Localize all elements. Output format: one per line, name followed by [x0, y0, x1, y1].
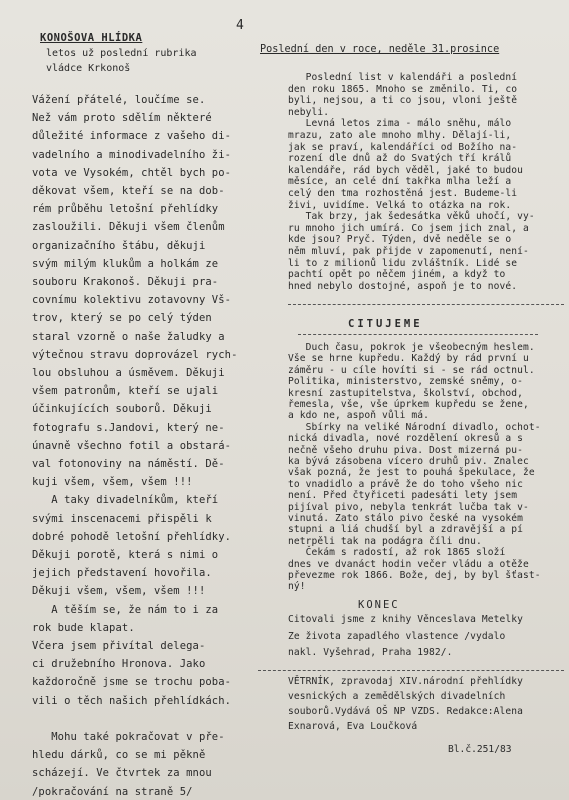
divider [298, 334, 538, 335]
text-line: každoročně jsme se trochu poba- [32, 676, 232, 689]
text-line: netrpěli tak na podágra číli dnu. [288, 535, 482, 547]
text-line: účinkujících souborů. Děkuji [32, 403, 212, 416]
text-line: ru mnoho jich umírá. Co jsem jich znal, a [288, 222, 529, 234]
text-line: to vnadidlo a právě že do toho všeho nic [288, 478, 524, 490]
text-line: Duch času, pokrok je všeobecným heslem. [288, 342, 535, 353]
text-line: Exnarová, Eva Loučková [288, 721, 418, 732]
column-title: KONOŠOVA HLÍDKA [40, 32, 143, 44]
text-line: řemesla, vše, vše úprkem kupředu se žene, [288, 399, 529, 410]
text-line: Čekám s radostí, až rok 1865 složí [288, 547, 506, 559]
text-line: a kdo ne, aspoň vůli má. [288, 410, 430, 422]
text-line: kresní zastupitelstva, školství, obchod, [288, 387, 524, 399]
text-line: nakl. Vyšehrad, Praha 1982/. [288, 647, 453, 658]
text-line: den roku 1865. Mnoho se změnilo. Ti, co [288, 83, 518, 95]
text-line: hned nebylo dostojné, aspoň je to nové. [288, 280, 518, 292]
text-line: staral vzorně o naše žaludky a [32, 330, 225, 343]
text-line: zasloužili. Děkuji všem členům [32, 221, 225, 234]
text-line: Vše se hrne kupředu. Každý by rád první u [288, 353, 529, 365]
page-number: 4 [236, 18, 244, 33]
text-line: únavně všechno fotil a obstará- [32, 439, 232, 452]
text-line: ka bývá zásobena vícero druhů piv. Znalec [288, 456, 529, 467]
text-line: Levná letos zima - málo sněhu, málo [288, 118, 512, 130]
text-line: dnes ve dvanáct hodin večer vládu a otěže [288, 558, 529, 570]
text-line: pijíval pivo, nebyla tenkrát lučba tak v- [288, 501, 529, 513]
text-line: výtečnou stravu doprovázel rych- [32, 348, 238, 361]
text-line: pachtí opět po něčem jiném, a když to [288, 269, 506, 281]
text-line: Politika, ministerstvo, zemské sněmy, o- [288, 376, 524, 388]
text-line: převezme rok 1866. Bože, dej, by byl šťast- [288, 570, 541, 581]
text-line: A taky divadelníkům, kteří [32, 494, 219, 507]
text-line: lou obsluhou a úsměvem. Děkuji [32, 367, 225, 379]
text-line: vinutá. Zato stálo pivo české na vysokém [288, 513, 524, 524]
text-line: nická divadla, nové rozdělení okresů a s [288, 433, 524, 445]
text-line: fotografu s.Jandovi, který ne- [32, 421, 225, 434]
text-line: Včera jsem přivítal delega- [32, 640, 206, 652]
text-line: li to z milionů lidu zvláštník. Lidé se [288, 257, 518, 269]
text-line: stupni a liá chudší byl a zdravější a pí [288, 524, 524, 536]
text-line: vadelního a minodivadelního ži- [32, 148, 232, 161]
text-line: Citovali jsme z knihy Věnceslava Metelky [288, 614, 524, 625]
text-line: organizačního štábu, děkuji [32, 239, 206, 252]
text-line: důležité informace z vašeho di- [32, 130, 232, 143]
text-line: kuji všem, všem, všem !!! [32, 476, 193, 489]
konec-label: KONEC [358, 599, 400, 611]
text-line: vota ve Vysokém, chtěl bych po- [32, 166, 232, 179]
text-line: Poslední list v kalendáři a poslední [288, 72, 518, 83]
text-line: souborů.Vydává OŠ NP VZDS. Redakce:Alena [288, 706, 524, 717]
text-line: nečně všeho druhu piva. Dost mizerná pu- [288, 444, 524, 456]
text-line: hledu dárků, co se mi pěkně [32, 749, 206, 762]
text-line: Ze života zapadlého vlastence /vydalo [288, 630, 506, 642]
text-line: nebyli. [288, 106, 330, 118]
text-line: kde jsou? Pryč. Týden, dvě neděle se o [288, 234, 512, 246]
text-line: scházejí. Ve čtvrtek za mnou [32, 767, 212, 780]
text-line: byli, nejsou, a ti co jsou, vloni ještě [288, 95, 518, 107]
text-line: Sbírky na veliké Národní divadlo, ochot- [288, 421, 541, 433]
text-line: val fotonoviny na náměstí. Dě- [32, 458, 225, 470]
text-line: děkovat všem, kteří se na dob- [32, 185, 225, 197]
text-line: však pozná, že jest to pouhá špekulace, že [288, 467, 535, 479]
text-line: vesnických a zemědělských divadelních [288, 691, 506, 702]
text-line: /pokračování na straně 5/ [32, 785, 193, 798]
text-line: měsíce, an celé dní takřka mlha leží a [288, 176, 512, 188]
divider [258, 670, 564, 671]
text-line: trov, který se po celý týden [32, 312, 212, 325]
text-line: jak se praví, kalendáříci od Božího na- [288, 141, 518, 153]
text-line: svým milým klukům a holkám ze [32, 257, 219, 270]
text-line: ci družebního Hronova. Jako [32, 658, 206, 671]
text-line: rok bude klapat. [32, 621, 135, 634]
text-line: Mohu také pokračovat v pře- [32, 731, 225, 743]
text-line: mrazu, zato ale mnoho mlhy. Dělají-li, [288, 130, 512, 141]
divider [288, 304, 564, 305]
text-line: Tak brzy, jak šedesátka věků uhočí, vy- [288, 211, 535, 223]
text-line: jejich představení hovořila. [32, 567, 212, 580]
text-line: živi, uvidíme. Velká to otázka na rok. [288, 199, 512, 211]
article-heading: Poslední den v roce, neděle 31.prosince [260, 44, 500, 55]
section-title-citujeme: CITUJEME [348, 318, 423, 330]
text-line: Vážení přátelé, loučíme se. [32, 94, 206, 106]
text-line: ný! [288, 581, 306, 593]
text-line: není. Před čtyřiceti padesáti lety jsem [288, 490, 518, 502]
text-line: rém průběhu letošní přehlídky [32, 203, 219, 216]
column-subtitle: letos už poslední rubrika vládce Krkonoš [46, 48, 197, 74]
text-line: kalendáře, rád bych věděl, jaké to budou [288, 164, 524, 176]
text-line: Než vám proto sdělím některé [32, 112, 212, 125]
reference-number: Bl.č.251/83 [448, 744, 512, 755]
text-line: dobré pohodě letošní přehlídky. [32, 530, 232, 543]
text-line: covnímu kolektivu zotavovny Vš- [32, 294, 232, 307]
text-line: rození dle dnů až do Svatých tří králů [288, 153, 512, 165]
text-line: Děkuji porotě, která s nimi o [32, 549, 219, 561]
text-line: celý den tma rozhostěná jest. Budeme-li [288, 188, 518, 199]
text-line: něm mluví, pak přijde v zapomenutí, není- [288, 246, 529, 257]
text-line: VĚTRNÍK, zpravodaj XIV.národní přehlídky [288, 676, 524, 687]
text-line: vili o těch našich přehlídkách. [32, 694, 232, 707]
text-line: svými inscenacemi přispěli k [32, 512, 212, 525]
text-line: A těším se, že nám to i za [32, 603, 219, 616]
text-line: Děkuji všem, všem, všem !!! [32, 585, 206, 598]
text-line: všem patronům, kteří se ujali [32, 385, 219, 398]
text-line: souboru Krakonoš. Děkuji pra- [32, 276, 219, 288]
text-line: záměru - u cíle hovíti si - se rád octnul. [288, 364, 535, 376]
